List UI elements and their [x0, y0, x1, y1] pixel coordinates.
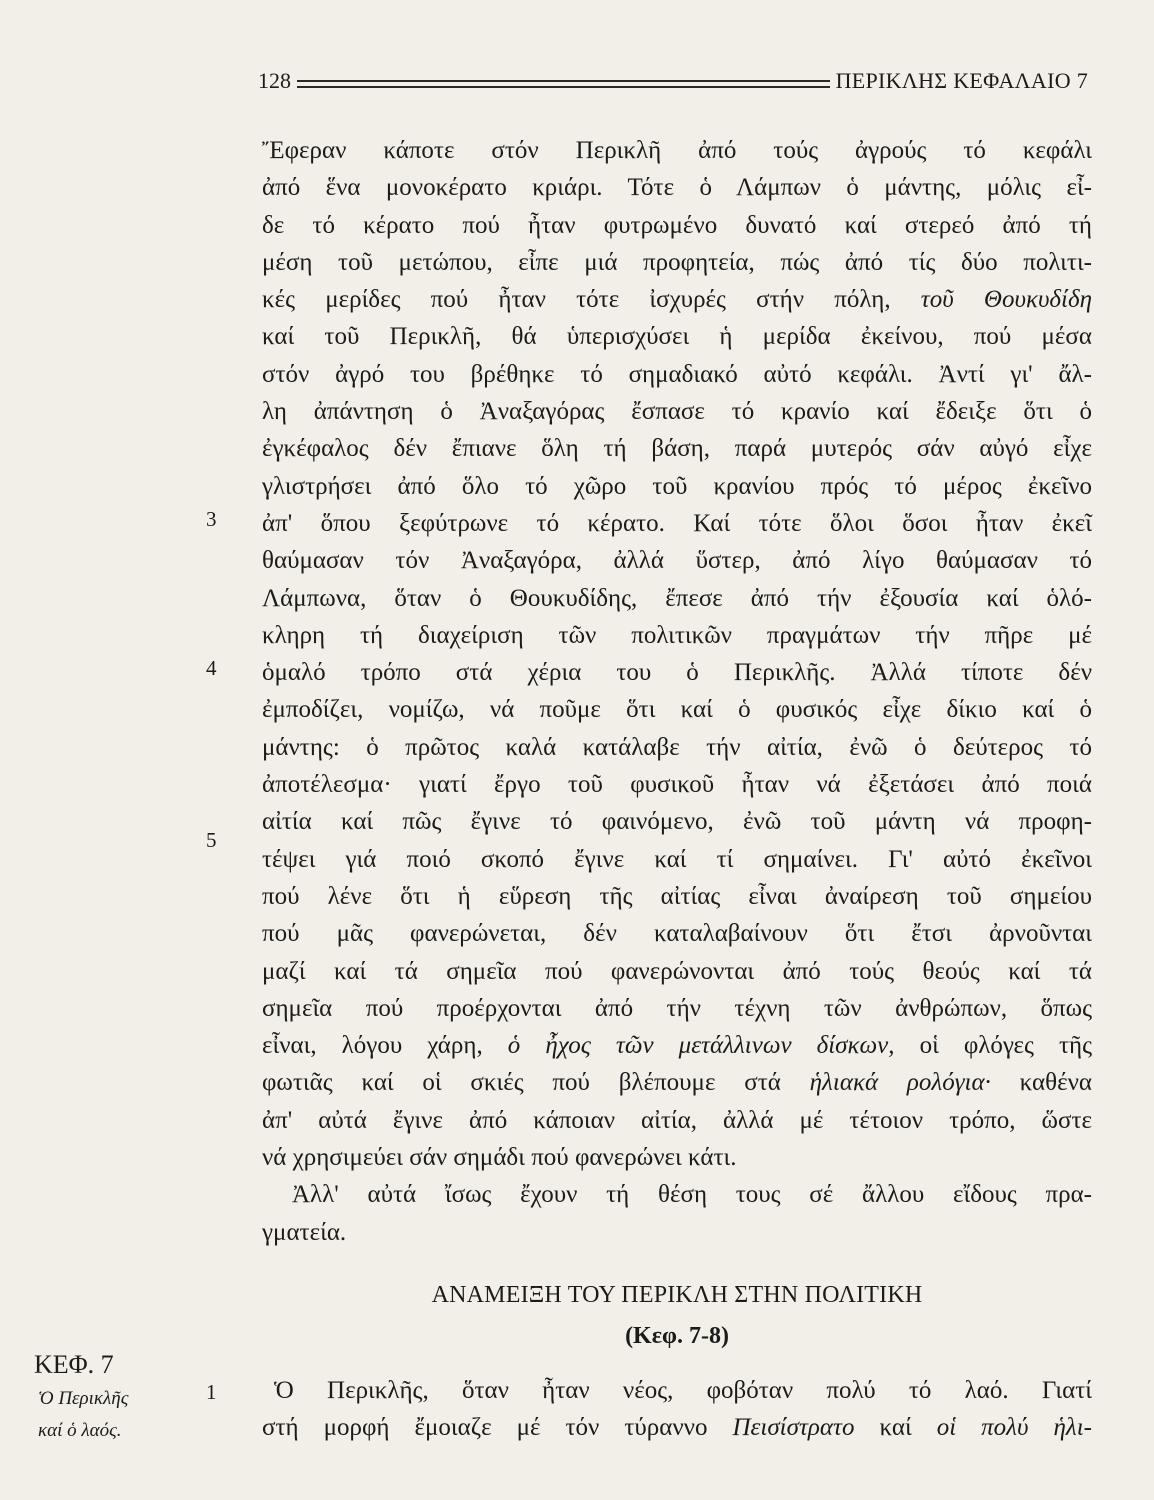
chapter-side-title: ΚΕΦ. 7 — [34, 1350, 114, 1379]
running-head-title: ΠΕΡΙΚΛΗΣ ΚΕΦΑΛΑΙΟ 7 — [835, 68, 1088, 93]
text-line: ἀποτέλεσμα· γιατί ἔργο τοῦ φυσικοῦ ἦταν νά ἐξετάσει ἀπό ποιά — [262, 771, 1092, 799]
text-line: στή μορφή ἔμοιαζε μέ τόν τύραννο Πεισίστρατο καί οἱ πολύ ἡλι- — [262, 1414, 1092, 1442]
text-line: ἐγκέφαλος δέν ἔπιανε ὅλη τή βάση, παρά μυτερός σάν αὐγό εἶχε — [262, 435, 1092, 463]
text-line: κληρη τή διαχείριση τῶν πολιτικῶν πραγμάτων τήν πῆρε μέ — [262, 621, 1092, 649]
chapter-side-note: Ὁ Περικλῆς — [38, 1388, 129, 1409]
text-line: εἶναι, λόγου χάρη, ὁ ἦχος τῶν μετάλλινων δίσκων, οἱ φλόγες τῆς — [262, 1032, 1093, 1060]
margin-section-number: 5 — [206, 828, 217, 852]
italic-phrase: ὁ ἦχος τῶν μετάλλινων δίσκων, — [507, 1032, 895, 1060]
text-line: πού μᾶς φανερώνεται, δέν καταλαβαίνουν ὅτι ἔτσι ἀρνοῦνται — [262, 920, 1092, 948]
text-line: Ἀλλ' αὐτά ἴσως ἔχουν τή θέση τους σέ ἄλλου εἴδους πρα- — [292, 1181, 1092, 1209]
text-line: σημεῖα πού προέρχονται ἀπό τήν τέχνη τῶν ἀνθρώπων, ὅπως — [262, 994, 1092, 1022]
text-line: ἐμποδίζει, νομίζω, νά ποῦμε ὅτι καί ὁ φυσικός εἶχε δίκιο καί ὁ — [262, 696, 1092, 724]
italic-name: τοῦ Θουκυδίδη — [920, 286, 1093, 314]
italic-phrase: ἡλιακά ρολόγια· — [809, 1069, 991, 1097]
text-line: στόν ἀγρό του βρέθηκε τό σημαδιακό αὐτό κεφάλι. Ἀντί γι' ἄλ- — [262, 360, 1092, 388]
text-line: ἀπό ἕνα μονοκέρατο κριάρι. Τότε ὁ Λάμπων ὁ μάντης, μόλις εἶ- — [262, 174, 1092, 202]
section-subheading: (Κεφ. 7-8) — [625, 1323, 729, 1349]
text-line: Ἔφεραν κάποτε στόν Περικλῆ ἀπό τούς ἀγρούς τό κεφάλι — [262, 137, 1092, 164]
text-line: θαύμασαν τόν Ἀναξαγόρα, ἀλλά ὕστερ, ἀπό λίγο θαύμασαν τό — [262, 547, 1092, 575]
italic-name: Πεισίστρατο — [732, 1414, 855, 1442]
text-line: καί τοῦ Περικλῆ, θά ὑπερισχύσει ἡ μερίδα ἐκείνου, πού μέσα — [262, 323, 1092, 351]
text-line: λη ἀπάντηση ὁ Ἀναξαγόρας ἔσπασε τό κρανίο καί ἔδειξε ὅτι ὁ — [262, 398, 1092, 426]
text-line: μάντης: ὁ πρῶτος καλά κατάλαβε τήν αἰτία, ἐνῶ ὁ δεύτερος τό — [262, 733, 1092, 761]
running-header — [258, 66, 1088, 96]
chapter-text — [262, 1372, 1092, 1447]
page-number: 128 — [258, 68, 291, 93]
text-line: κές μερίδες πού ἦταν τότε ἰσχυρές στήν πόλη, τοῦ Θουκυδίδη — [262, 286, 1093, 314]
text-line: αἰτία καί πῶς ἔγινε τό φαινόμενο, ἐνῶ τοῦ μάντη νά προφη- — [262, 808, 1092, 836]
text-line: Ὁ Περικλῆς, ὅταν ἦταν νέος, φοβόταν πολύ τό λαό. Γιατί — [274, 1377, 1092, 1404]
text-line: δε τό κέρατο πού ἦταν φυτρωμένο δυνατό καί στερεό ἀπό τή — [262, 211, 1092, 239]
text-line: γλιστρήσει ἀπό ὅλο τό χῶρο τοῦ κρανίου πρός τό μέρος ἐκεῖνο — [262, 472, 1092, 500]
chapter-side-note: καί ὁ λαός. — [38, 1420, 122, 1441]
italic-phrase: οἱ πολύ ἡλι- — [936, 1414, 1092, 1442]
text-line: Λάμπωνα, ὅταν ὁ Θουκυδίδης, ἔπεσε ἀπό τήν ἐξουσία καί ὁλό- — [262, 584, 1092, 612]
margin-section-number: 3 — [206, 507, 217, 531]
text-line: φωτιᾶς καί οἱ σκιές πού βλέπουμε στά ἡλιακά ρολόγια· καθένα — [262, 1069, 1093, 1097]
text-line: ἀπ' ὅπου ξεφύτρωνε τό κέρατο. Καί τότε ὅλοι ὅσοι ἦταν ἐκεῖ — [262, 509, 1092, 537]
main-text — [262, 132, 1092, 1251]
text-line: ἀπ' αὐτά ἔγινε ἀπό κάποιαν αἰτία, ἀλλά μέ τέτοιον τρόπο, ὥστε — [262, 1106, 1092, 1134]
margin-section-number: 1 — [206, 1380, 217, 1404]
text-line: μαζί καί τά σημεῖα πού φανερώνονται ἀπό τούς θεούς καί τά — [262, 957, 1092, 985]
header-double-rule — [297, 80, 830, 88]
margin-section-number: 4 — [206, 656, 217, 680]
text-line: πού λένε ὅτι ἡ εὕρεση τῆς αἰτίας εἶναι ἀναίρεση τοῦ σημείου — [262, 882, 1092, 910]
text-line: τέψει γιά ποιό σκοπό ἔγινε καί τί σημαίνει. Γι' αὐτό ἐκεῖνοι — [262, 845, 1092, 873]
text-line: νά χρησιμεύει σάν σημάδι πού φανερώνει κάτι. — [262, 1144, 737, 1172]
text-line: ὁμαλό τρόπο στά χέρια του ὁ Περικλῆς. Ἀλλά τίποτε δέν — [262, 659, 1092, 687]
text-line: γματεία. — [262, 1218, 347, 1246]
section-heading: ΑΝΑΜΕΙΞΗ ΤΟΥ ΠΕΡΙΚΛΗ ΣΤΗΝ ΠΟΛΙΤΙΚΗ — [431, 1282, 923, 1308]
text-line: μέση τοῦ μετώπου, εἶπε μιά προφητεία, πώς ἀπό τίς δύο πολιτι- — [262, 248, 1092, 276]
